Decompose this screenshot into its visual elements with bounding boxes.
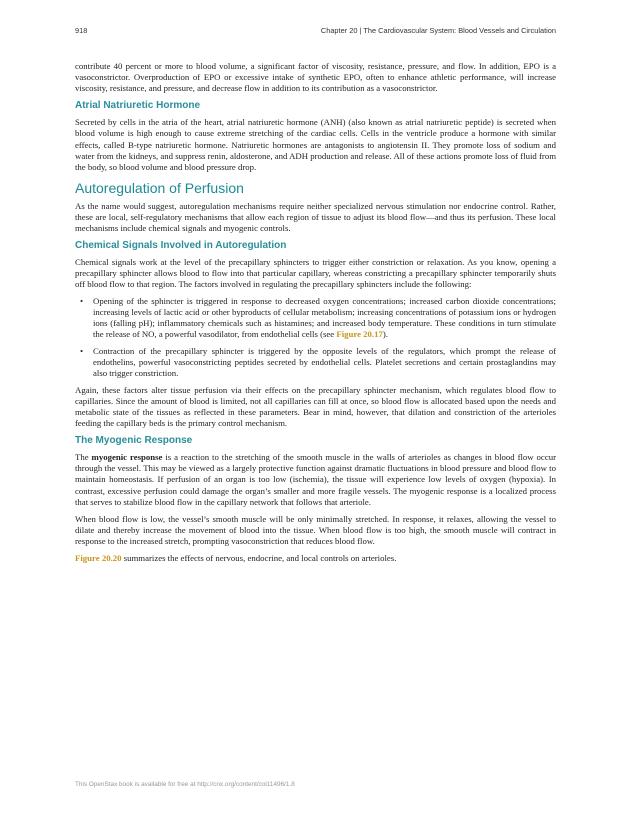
paragraph-epo: contribute 40 percent or more to blood volume, a significant factor of viscosity, resistance, pressure, and flow. In addition, EPO is a vasoconstrictor. Overproduction of EPO or excessive intake of synthetic EPO, often to enhance athletic performance, will increase viscosity, resistance, and pressure, and decrease flow in addition to its contribution as a vasoconstrictor.	[75, 61, 556, 94]
summary-rest: summarizes the effects of nervous, endocrine, and local controls on arterioles.	[121, 552, 397, 563]
page-footer: This OpenStax book is available for free at http://cnx.org/content/col11496/1.8	[75, 781, 295, 788]
page-number: 918	[75, 26, 88, 35]
paragraph-again: Again, these factors alter tissue perfusion via their effects on the precapillary sphincter mechanism, which regulates blood flow to capillaries. Since the amount of blood is limited, not all capillaries can fill at once, so blood flow is allocated based upon the needs and metabolic state of the tissues as reflected in these parameters. Bear in mind, however, that dilation and constriction of the arterioles feeding the capillary beds is the primary control mechanism.	[75, 384, 556, 429]
bullet-dot: •	[80, 295, 84, 306]
paragraph-chemical-signals: Chemical signals work at the level of the precapillary sphincters to trigger either constriction or relaxation. As you know, opening a precapillary sphincter allows blood to flow into that particular capillary, whereas constricting a precapillary sphincter temporarily shuts off blood flow to that region. The factors involved in regulating the precapillary sphincters include the following:	[75, 256, 556, 290]
figure-20-20-link[interactable]: Figure 20.20	[75, 552, 122, 563]
figure-20-17-link[interactable]: Figure 20.17	[336, 329, 383, 340]
myogenic-lead: The	[75, 452, 92, 463]
page-content	[75, 61, 556, 569]
paragraph-summary	[75, 553, 556, 564]
paragraph-myogenic	[75, 452, 556, 508]
key-term-myogenic-response: myogenic response	[91, 452, 163, 463]
paragraph-autoregulation: As the name would suggest, autoregulation mechanisms require neither specialized nervous stimulation nor endocrine control. Rather, these are local, self-regulatory mechanisms that allow each region of tissue to adjust its blood flow—and thus its perfusion. These local mechanisms include chemical signals and myogenic controls.	[75, 200, 556, 234]
bullet-text: Contraction of the precapillary sphincter is triggered by the opposite levels of the regulators, which prompt the release of endothelins, powerful vasoconstricting peptides secreted by endothelial cells. Platelet secretions and certain prostaglandins may also trigger constriction.	[93, 345, 556, 379]
bullet-end: ).	[382, 329, 388, 340]
bullet-dot: •	[80, 345, 84, 356]
bullet-item-contraction	[75, 346, 556, 380]
bullet-list	[75, 296, 556, 379]
paragraph-blood-flow-low: When blood flow is low, the vessel’s smooth muscle will be only minimally stretched. In response, it relaxes, allowing the vessel to dilate and thereby increase the movement of blood into the tissue. When blood flow is too high, the smooth muscle will contract in response to the increased stretch, prompting vasoconstriction that reduces blood flow.	[75, 513, 556, 546]
heading-myogenic-response: The Myogenic Response	[75, 435, 193, 447]
heading-chemical-signals: Chemical Signals Involved in Autoregulation	[75, 239, 287, 251]
bullet-item-opening	[75, 296, 556, 341]
paragraph-anh: Secreted by cells in the atria of the heart, atrial natriuretic hormone (ANH) (also known as atrial natriuretic peptide) is secreted when blood volume is high enough to cause extreme stretching of the cardiac cells. Cells in the ventricle produce a hormone with similar effects, called B-type natriuretic hormone. Natriuretic hormones are antagonists to angiotensin II. They promote loss of sodium and water from the kidneys, and suppress renin, aldosterone, and ADH production and release. All of these actions promote loss of fluid from the body, so blood volume and blood pressure drop.	[75, 117, 556, 172]
myogenic-rest: is a reaction to the stretching of the smooth muscle in the walls of arterioles as changes in blood flow occur through the vessel. This may be viewed as a largely protective function against dramatic fluctuations in blood pressure and blood flow to maintain homeostasis. If perfusion of an organ is too low (ischemia), the tissue will experience low levels of oxygen (hypoxia). In contrast, excessive perfusion could damage the organ’s smaller and more fragile vessels. The myogenic response is a localized process that serves to stabilize blood flow in the capillary network that follows that arteriole.	[75, 452, 556, 507]
running-head: Chapter 20 | The Cardiovascular System: Blood Vessels and Circulation	[320, 26, 556, 35]
page-header	[75, 26, 556, 38]
heading-autoregulation-of-perfusion: Autoregulation of Perfusion	[75, 179, 244, 196]
bullet-text: Opening of the sphincter is triggered in response to decreased oxygen concentrations; increased carbon dioxide concentrations; increasing levels of lactic acid or other byproducts of cellular metabolism; increasing concentrations of potassium ions or hydrogen ions (falling pH); inflammatory chemicals such as histamines; and increased body temperature. These conditions in turn stimulate the release of NO, a powerful vasodilator, from endothelial cells (see	[93, 295, 556, 340]
heading-atrial-natriuretic-hormone: Atrial Natriuretic Hormone	[75, 100, 201, 112]
